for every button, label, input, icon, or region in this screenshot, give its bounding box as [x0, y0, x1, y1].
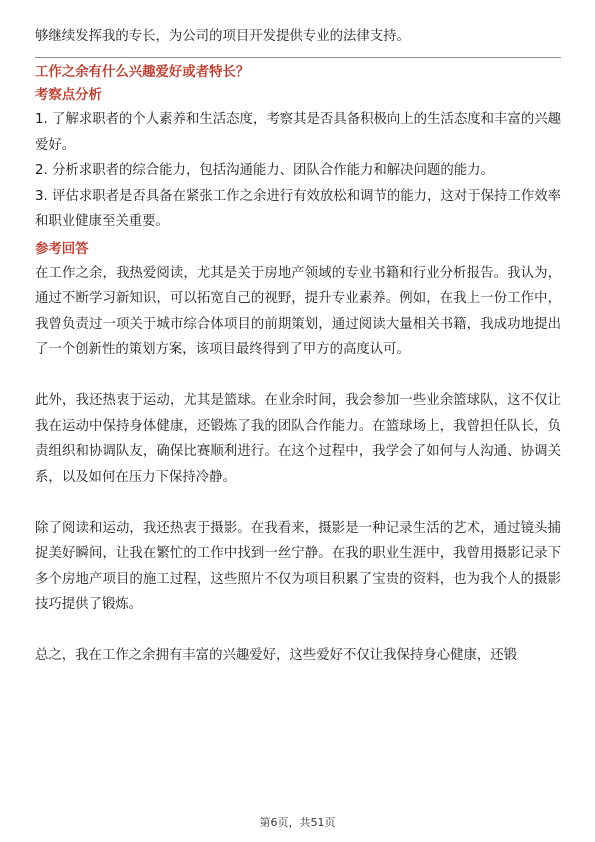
paragraph-gap	[35, 490, 561, 516]
answer-paragraph-2: 此外，我还热衷于运动，尤其是篮球。在业余时间，我会参加一些业余篮球队，这不仅让我在运动中保持身体健康，还锻炼了我的团队合作能力。在篮球场上，我曾担任队长，负责组织和协调队友，确保比赛顺利进行。在这个过程中，我学会了如何与人沟通、协调关系，以及如何在压力下保持冷静。	[35, 393, 561, 485]
paragraph-gap	[35, 363, 561, 389]
section-divider	[35, 57, 561, 58]
analysis-point-2: 2. 分析求职者的综合能力，包括沟通能力、团队合作能力和解决问题的能力。	[35, 163, 494, 178]
page-content	[35, 24, 561, 669]
page-number-footer: 第6页，共51页	[259, 816, 336, 829]
paragraph-gap	[35, 618, 561, 644]
analysis-point-1: 1. 了解求职者的个人素养和生活态度，考察其是否具备积极向上的生活态度和丰富的兴趣爱好。	[35, 112, 561, 153]
answer-paragraph-3: 除了阅读和运动，我还热衷于摄影。在我看来，摄影是一种记录生活的艺术，通过镜头捕捉美好瞬间，让我在繁忙的工作中找到一丝宁静。在我的职业生涯中，我曾用摄影记录下多个房地产项目的施工过程，这些照片不仅为项目积累了宝贵的资料，也为我个人的摄影技巧提供了锻炼。	[35, 520, 561, 612]
analysis-heading: 考察点分析	[35, 88, 102, 103]
question-heading: 工作之余有什么兴趣爱好或者特长？	[35, 64, 250, 80]
answer-paragraph-1: 在工作之余，我热爱阅读，尤其是关于房地产领域的专业书籍和行业分析报告。我认为，通过不断学习新知识，可以拓宽自己的视野，提升专业素养。例如，在我上一份工作中，我曾负责过一项关于城市综合体项目的前期策划，通过阅读大量相关书籍，我成功地提出了一个创新性的策划方案，该项目最终得到了甲方的高度认可。	[35, 265, 561, 357]
intro-tail-paragraph: 够继续发挥我的专长，为公司的项目开发提供专业的法律支持。	[35, 29, 410, 44]
answer-paragraph-4: 总之，我在工作之余拥有丰富的兴趣爱好，这些爱好不仅让我保持身心健康，还锻	[35, 648, 518, 663]
answer-heading: 参考回答	[35, 241, 89, 257]
analysis-point-3: 3. 评估求职者是否具备在紧张工作之余进行有效放松和调节的能力，这对于保持工作效率和职业健康至关重要。	[35, 188, 561, 229]
